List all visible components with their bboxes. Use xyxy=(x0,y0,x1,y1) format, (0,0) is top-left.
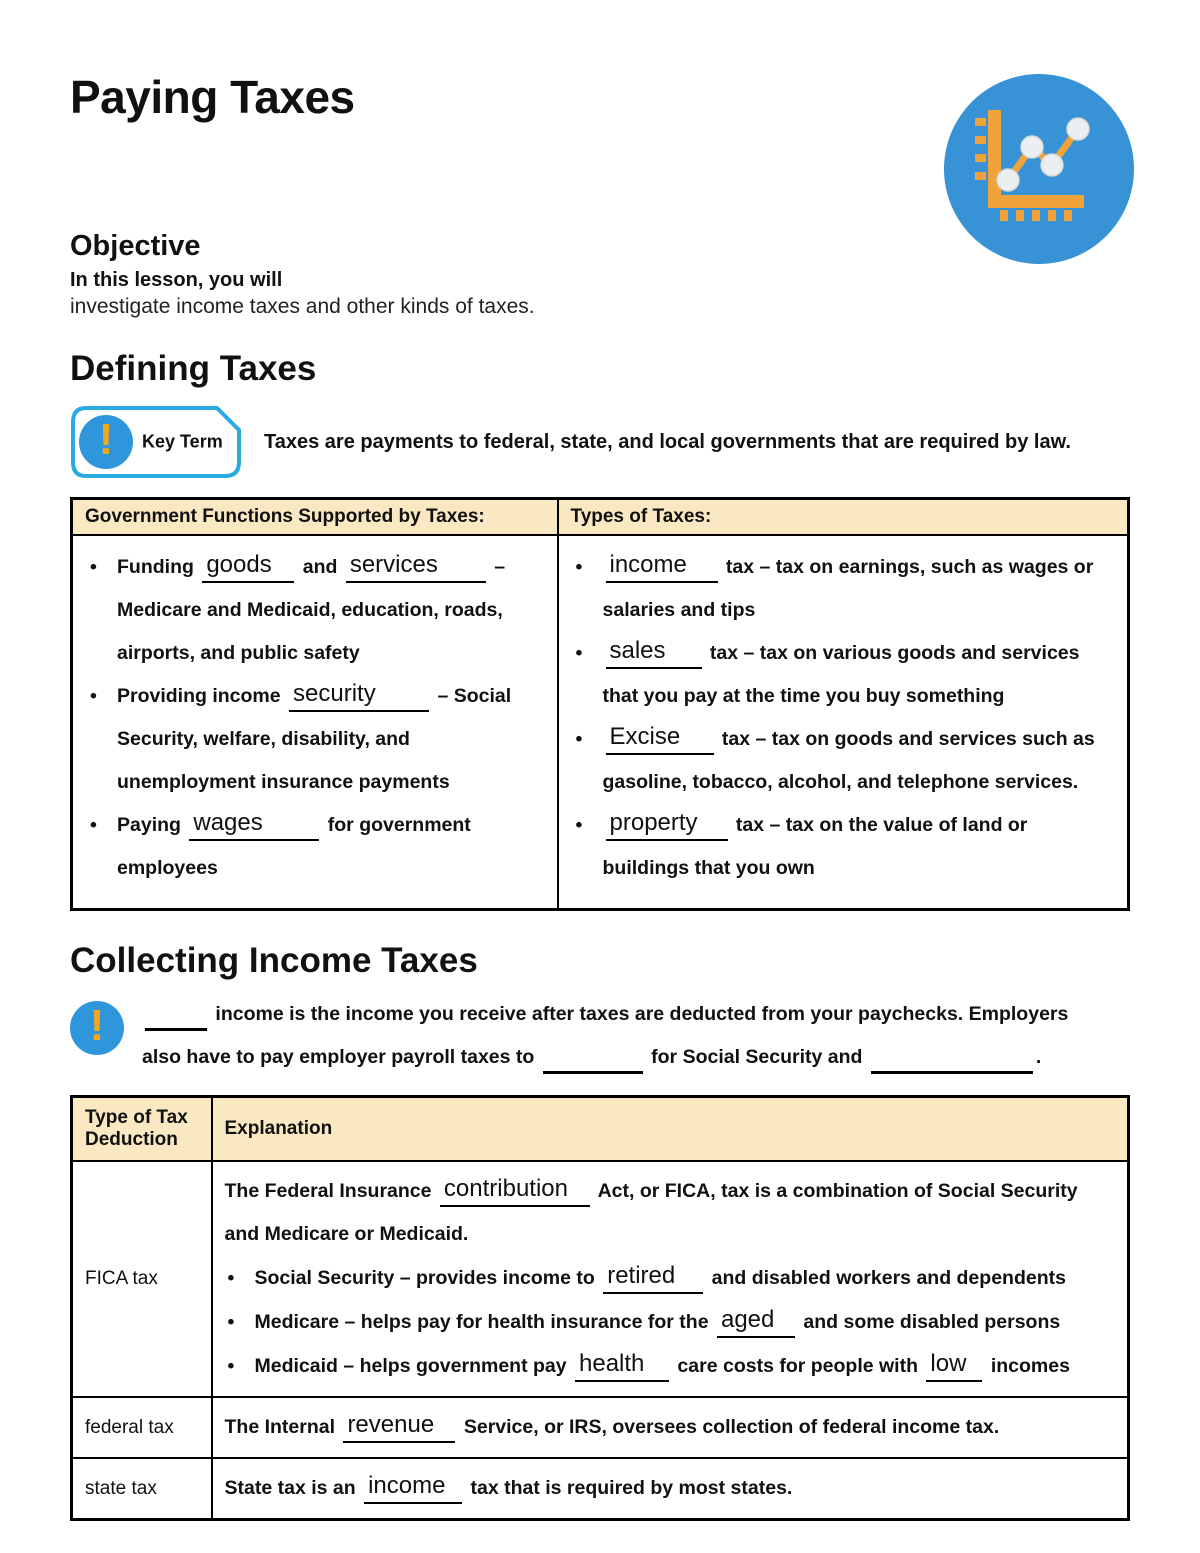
table1-left-header: Government Functions Supported by Taxes: xyxy=(72,499,558,536)
list-item: • Medicare – helps pay for health insurance for the aged and some disabled persons xyxy=(225,1300,1116,1344)
types-of-taxes-cell xyxy=(558,535,1129,910)
bullet-icon: • xyxy=(575,814,583,836)
fill-in-blank[interactable] xyxy=(606,638,702,669)
collecting-income-taxes-heading: Collecting Income Taxes xyxy=(70,941,478,980)
blank-answer: property xyxy=(609,809,698,836)
gov-functions-cell xyxy=(72,535,558,910)
list-item: • Excise tax – tax on goods and services such as gasoline, tobacco, alcohol, and telephone services. xyxy=(573,718,1116,804)
defining-taxes-table xyxy=(70,497,1130,911)
blank-answer: retired xyxy=(607,1262,676,1289)
bullet-icon: • xyxy=(575,642,583,664)
gov-functions-list xyxy=(87,546,545,890)
bullet-icon: • xyxy=(575,728,583,750)
bullet-icon: • xyxy=(90,814,97,836)
fill-in-blank[interactable] xyxy=(871,1042,1033,1074)
collecting-callout xyxy=(70,993,1130,1079)
table-row-fica xyxy=(72,1161,1129,1397)
fica-intro: The Federal Insurance contribution Act, or FICA, tax is a combination of Social Security and Medicare or Medicaid. xyxy=(224,1175,1078,1245)
key-term-label: Key Term xyxy=(142,431,223,452)
exclamation-icon: ! xyxy=(70,1001,124,1055)
list-item: • sales tax – tax on various goods and services that you pay at the time you buy something xyxy=(573,632,1116,718)
row-label-fica: FICA tax xyxy=(72,1161,212,1397)
bullet-icon: • xyxy=(90,685,97,707)
list-item: • Providing income security – Social Security, welfare, disability, and unemployment insurance payments xyxy=(87,675,545,804)
tax-deduction-table xyxy=(70,1095,1130,1521)
table-row xyxy=(72,535,1129,910)
blank-answer: security xyxy=(293,680,376,707)
defining-taxes-heading: Defining Taxes xyxy=(70,349,317,388)
list-item: • Funding goods and services – Medicare and Medicaid, education, roads, airports, and public safety xyxy=(87,546,545,675)
objective-heading: Objective xyxy=(70,230,201,262)
bullet-icon: • xyxy=(227,1355,235,1377)
blank-answer xyxy=(543,1041,558,1068)
fica-explanation-cell xyxy=(212,1161,1129,1397)
fill-in-blank[interactable] xyxy=(202,552,294,583)
line-chart-icon xyxy=(942,72,1136,266)
blank-answer: income xyxy=(609,551,687,578)
blank-answer xyxy=(871,1041,886,1068)
blank-answer xyxy=(145,998,160,1025)
fill-in-blank[interactable] xyxy=(364,1473,462,1504)
federal-explanation-cell xyxy=(212,1397,1129,1458)
fill-in-blank[interactable] xyxy=(606,810,728,841)
fill-in-blank[interactable] xyxy=(440,1176,590,1207)
list-item: • Medicaid – helps government pay health care costs for people with low incomes xyxy=(225,1344,1116,1388)
blank-answer: revenue xyxy=(347,1411,435,1438)
fill-in-blank[interactable] xyxy=(603,1263,703,1294)
blank-answer: aged xyxy=(720,1306,775,1333)
fill-in-blank[interactable] xyxy=(189,810,319,841)
key-term-callout xyxy=(70,405,1130,479)
row-label-federal: federal tax xyxy=(72,1397,212,1458)
fill-in-blank[interactable] xyxy=(926,1351,982,1382)
state-explanation-cell xyxy=(212,1458,1129,1520)
blank-answer: low xyxy=(930,1350,967,1377)
table2-col2-header: Explanation xyxy=(212,1097,1129,1162)
bullet-icon: • xyxy=(90,556,97,578)
blank-answer: wages xyxy=(193,809,263,836)
list-item: • property tax – tax on the value of land or buildings that you own xyxy=(573,804,1116,890)
fill-in-blank[interactable] xyxy=(606,552,718,583)
bullet-icon: • xyxy=(227,1311,235,1333)
blank-answer: contribution xyxy=(443,1175,568,1202)
fill-in-blank[interactable] xyxy=(606,724,714,755)
key-term-definition: Taxes are payments to federal, state, and local governments that are required by law. xyxy=(264,430,1071,453)
row-label-state: state tax xyxy=(72,1458,212,1520)
objective-line2: investigate income taxes and other kinds of taxes. xyxy=(70,295,535,318)
blank-answer: health xyxy=(579,1350,645,1377)
exclamation-icon: ! xyxy=(79,415,133,469)
bullet-icon: • xyxy=(575,556,583,578)
fill-in-blank[interactable] xyxy=(343,1412,455,1443)
blank-answer: sales xyxy=(609,637,666,664)
fill-in-blank[interactable] xyxy=(717,1307,795,1338)
federal-intro: The Internal revenue Service, or IRS, oversees collection of federal income tax. xyxy=(225,1406,1116,1449)
blank-answer: goods xyxy=(206,551,272,578)
bullet-icon: • xyxy=(227,1267,235,1289)
fill-in-blank[interactable] xyxy=(543,1042,643,1074)
blank-answer: income xyxy=(368,1472,446,1499)
table-row-state xyxy=(72,1458,1129,1520)
types-of-taxes-list xyxy=(573,546,1116,890)
collecting-paragraph: income is the income you receive after taxes are deducted from your paychecks. Employers also have to pay employer payroll taxes to for Social Security and . xyxy=(142,993,1082,1079)
list-item: • Paying wages for government employees xyxy=(87,804,545,890)
table-row-federal xyxy=(72,1397,1129,1458)
list-item: • Social Security – provides income to retired and disabled workers and dependents xyxy=(225,1256,1116,1300)
objective-line1: In this lesson, you will xyxy=(70,269,283,291)
key-term-badge xyxy=(70,405,242,479)
state-intro: State tax is an income tax that is required by most states. xyxy=(225,1467,1116,1510)
fill-in-blank[interactable] xyxy=(575,1351,669,1382)
fill-in-blank[interactable] xyxy=(289,681,429,712)
fill-in-blank[interactable] xyxy=(145,999,207,1031)
page-title: Paying Taxes xyxy=(70,71,355,123)
fill-in-blank[interactable] xyxy=(346,552,486,583)
blank-answer: Excise xyxy=(609,723,681,750)
blank-answer: services xyxy=(349,551,438,578)
list-item: • income tax – tax on earnings, such as wages or salaries and tips xyxy=(573,546,1116,632)
table2-col1-header: Type of Tax Deduction xyxy=(72,1097,212,1162)
table1-right-header: Types of Taxes: xyxy=(558,499,1129,536)
fica-bullet-list xyxy=(225,1256,1116,1388)
